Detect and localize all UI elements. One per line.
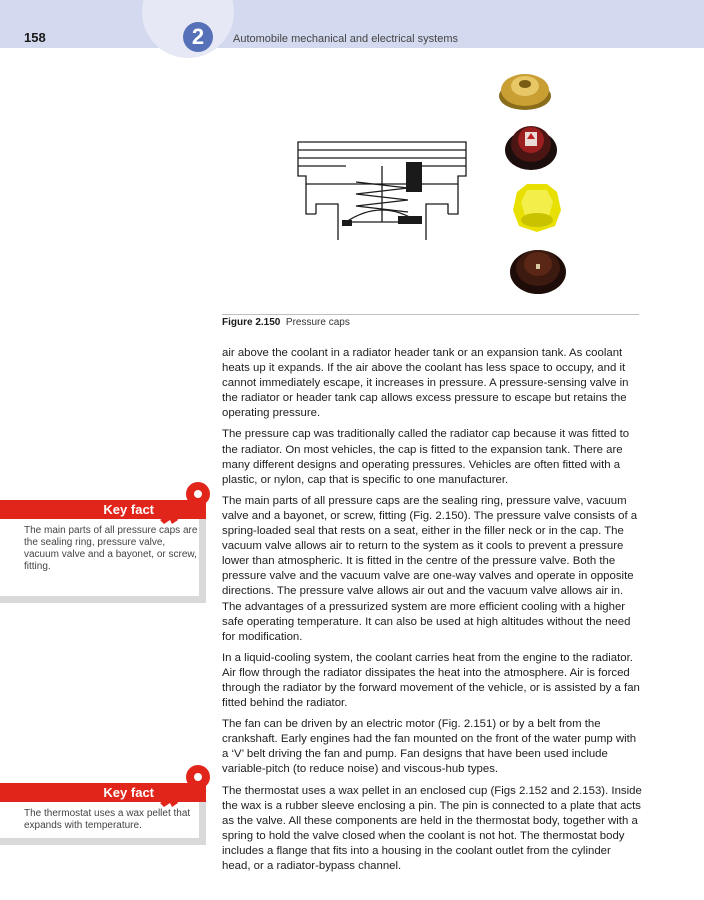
- paragraph: The pressure cap was traditionally called the radiator cap because it was fitted to the radiator. On most vehicles, the cap is fitted to the expansion tank. There are many different designs and operating pressures. Vehicles are often fitted with a plastic, or nylon, cap that is specific to one manufacturer.: [222, 428, 630, 486]
- black-cap-photo: [509, 242, 567, 296]
- key-fact-title: Key fact: [0, 500, 206, 519]
- key-fact-text: The thermostat uses a wax pellet that expands with temperature.: [24, 808, 191, 831]
- key-fact-text: The main parts of all pressure caps are the sealing ring, pressure valve, vacuum valve and a bayonet, or screw, fitting.: [24, 525, 198, 572]
- running-title: Automobile mechanical and electrical systems: [233, 33, 458, 45]
- red-black-cap-photo: [503, 120, 559, 172]
- key-icon: [154, 480, 212, 524]
- figure-caption-text: Pressure caps: [285, 317, 350, 328]
- page-number: 158: [24, 30, 46, 45]
- key-fact-title: Key fact: [0, 783, 206, 802]
- paragraph: air above the coolant in a radiator header tank or an expansion tank. As coolant heats up it expands. If the air above the coolant has less space to occupy, and it cannot immediately escape, it increases in pressure. A pressure-sensing valve in the radiator or header tank cap allows excess pressure to escape but retains the operating pressure.: [222, 347, 629, 420]
- key-fact-frame: [199, 519, 206, 603]
- paragraph: In a liquid-cooling system, the coolant carries heat from the engine to the radiator. Air flow through the radiator dissipates the heat into the atmosphere. Air is forced through the radiator by the forward movement of the vehicle, or is assisted by a fan fitted behind the radiator.: [222, 651, 640, 710]
- key-fact-frame-bottom: [0, 838, 206, 845]
- pressure-cap-diagram: [286, 132, 486, 244]
- paragraph: The fan can be driven by an electric motor (Fig. 2.151) or by a belt from the crankshaft. Early engines had the fan mounted on the front of the water pump with a ‘V’ belt driving the fan and pump. Fan designs that have been used include variable-pitch (to reduce noise) and viscous-hub types.: [222, 718, 637, 776]
- key-icon: [154, 763, 212, 807]
- yellow-cap-photo: [507, 180, 567, 234]
- key-fact-frame-bottom: [0, 596, 206, 603]
- brass-cap-photo: [497, 66, 553, 114]
- figure-caption: [222, 317, 350, 328]
- figure-rule: [222, 314, 639, 315]
- body-text: [222, 346, 642, 880]
- paragraph: The main parts of all pressure caps are the sealing ring, pressure valve, vacuum valve and a bayonet, or screw, fitting (Fig. 2.150). The pressure valve consists of a spring-loaded seal that rests on a seat, either in the filler neck or in the cap. The vacuum valve allows air to return to the system as it cools to prevent a pressure lower than atmospheric. It is fitted in the centre of the pressure valve. Both the pressure valve and the vacuum valve are one-way valves and operate in opposite directions. The pressure valve allows air out and the vacuum valve allows air in. The advantages of a pressurized system are more efficient cooling with a higher safe operating temperature. It can also be used at high altitudes without the need for modification.: [222, 494, 638, 643]
- paragraph: The thermostat uses a wax pellet in an enclosed cup (Figs 2.152 and 2.153). Inside the wax is a rubber sleeve enclosing a pin. The pin is connected to a plate that acts as the valve. All these components are held in the thermostat body, together with a spring to hold the valve closed when the coolant is not hot. The thermostat body includes a flange that fits into a housing in the coolant outlet from the cylinder head, or a radiator-bypass channel.: [222, 784, 642, 872]
- chapter-badge: 2: [183, 22, 213, 52]
- figure-label: Figure 2.150: [222, 317, 281, 328]
